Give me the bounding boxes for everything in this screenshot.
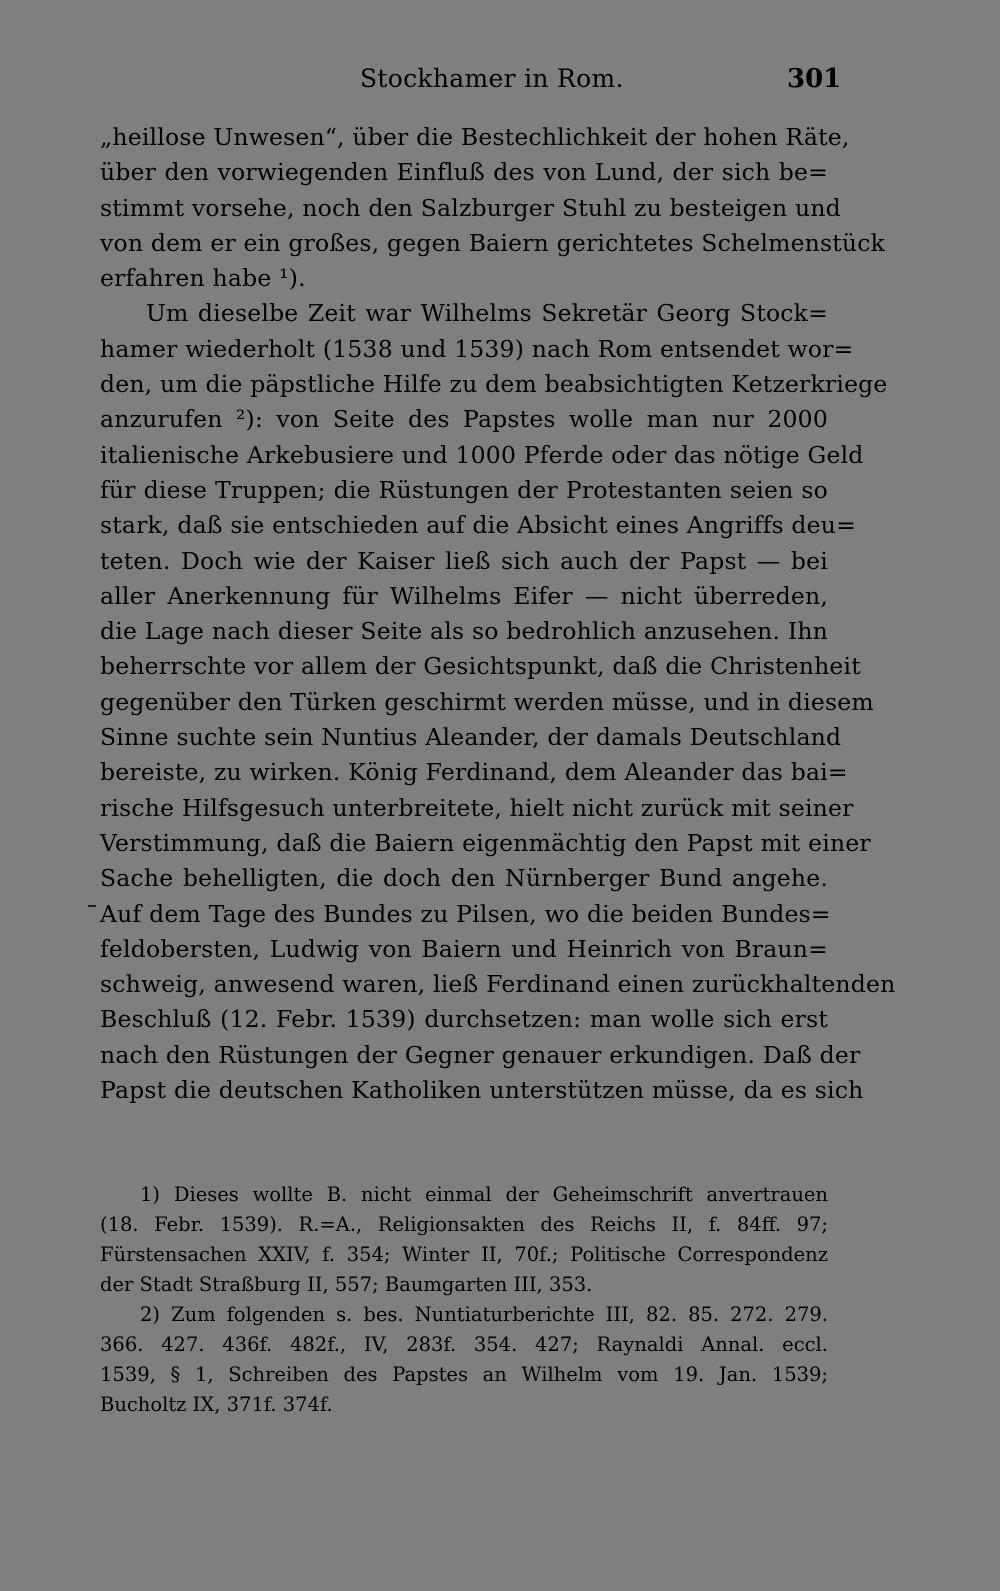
text-line: Sache behelligten, die doch den Nürnberger Bund angehe. xyxy=(100,864,828,893)
running-title: Stockhamer in Rom. xyxy=(360,64,624,93)
text-line: erfahren habe ¹). xyxy=(100,264,306,293)
main-text xyxy=(100,120,896,1108)
footnote-line: 1) Dieses wollte B. nicht einmal der Geheimschrift anvertrauen xyxy=(140,1183,828,1206)
running-header xyxy=(0,64,1000,104)
text-line: über den vorwiegenden Einfluß des von Lund, der sich be= xyxy=(100,158,828,187)
text-line: schweig, anwesend waren, ließ Ferdinand einen zurückhaltenden xyxy=(100,970,896,999)
margin-mark xyxy=(88,905,96,907)
text-line: teten. Doch wie der Kaiser ließ sich auch der Papst — bei xyxy=(100,546,828,575)
footnote-line: Bucholtz IX, 371f. 374f. xyxy=(100,1393,333,1416)
text-line: aller Anerkennung für Wilhelms Eifer — nicht überreden, xyxy=(100,581,828,610)
footnotes xyxy=(100,1180,828,1420)
text-line: die Lage nach dieser Seite als so bedrohlich anzusehen. Ihn xyxy=(100,617,828,646)
text-line: feldobersten, Ludwig von Baiern und Heinrich von Braun= xyxy=(100,934,828,963)
text-line: für diese Truppen; die Rüstungen der Protestanten seien so xyxy=(100,475,828,504)
footnote-line: (18. Febr. 1539). R.=A., Religionsakten des Reichs II, f. 84ff. 97; xyxy=(100,1213,828,1236)
text-line: italienische Arkebusiere und 1000 Pferde oder das nötige Geld xyxy=(100,440,864,469)
text-line: Papst die deutschen Katholiken unterstützen müsse, da es sich xyxy=(100,1076,864,1105)
text-line: anzurufen ²): von Seite des Papstes wolle man nur 2000 xyxy=(100,405,828,434)
footnote-line: Fürstensachen XXIV, f. 354; Winter II, 70f.; Politische Correspondenz xyxy=(100,1243,828,1266)
footnote-line: 366. 427. 436f. 482f., IV, 283f. 354. 427; Raynaldi Annal. eccl. xyxy=(100,1333,828,1356)
text-line: stark, daß sie entschieden auf die Absicht eines Angriffs deu= xyxy=(100,511,856,540)
text-line: von dem er ein großes, gegen Baiern gerichtetes Schelmenstück xyxy=(100,228,886,257)
text-line: nach den Rüstungen der Gegner genauer erkundigen. Daß der xyxy=(100,1040,861,1069)
footnote-line: der Stadt Straßburg II, 557; Baumgarten III, 353. xyxy=(100,1273,593,1296)
text-line: „heillose Unwesen“, über die Bestechlichkeit der hohen Räte, xyxy=(100,123,850,151)
text-line: Um dieselbe Zeit war Wilhelms Sekretär Georg Stock= xyxy=(146,299,828,328)
text-line: beherrschte vor allem der Gesichtspunkt, daß die Christenheit xyxy=(100,652,861,681)
text-line: Beschluß (12. Febr. 1539) durchsetzen: man wolle sich erst xyxy=(100,1005,828,1034)
text-line: Sinne suchte sein Nuntius Aleander, der damals Deutschland xyxy=(100,723,842,752)
page-number: 301 xyxy=(787,64,842,94)
text-line: stimmt vorsehe, noch den Salzburger Stuhl zu besteigen und xyxy=(100,193,841,222)
footnote-line: 2) Zum folgenden s. bes. Nuntiaturberichte III, 82. 85. 272. 279. xyxy=(140,1303,828,1326)
text-line: den, um die päpstliche Hilfe zu dem beabsichtigten Ketzerkriege xyxy=(100,370,888,399)
footnote-line: 1539, § 1, Schreiben des Papstes an Wilhelm vom 19. Jan. 1539; xyxy=(100,1363,828,1386)
text-line: rische Hilfsgesuch unterbreitete, hielt nicht zurück mit seiner xyxy=(100,793,854,822)
text-line: Verstimmung, daß die Baiern eigenmächtig den Papst mit einer xyxy=(100,828,871,857)
text-line: hamer wiederholt (1538 und 1539) nach Rom entsendet wor= xyxy=(100,334,854,363)
text-line: gegenüber den Türken geschirmt werden müsse, und in diesem xyxy=(100,687,874,716)
text-line: bereiste, zu wirken. König Ferdinand, dem Aleander das bai= xyxy=(100,758,848,787)
text-line: Auf dem Tage des Bundes zu Pilsen, wo die beiden Bundes= xyxy=(100,899,831,928)
